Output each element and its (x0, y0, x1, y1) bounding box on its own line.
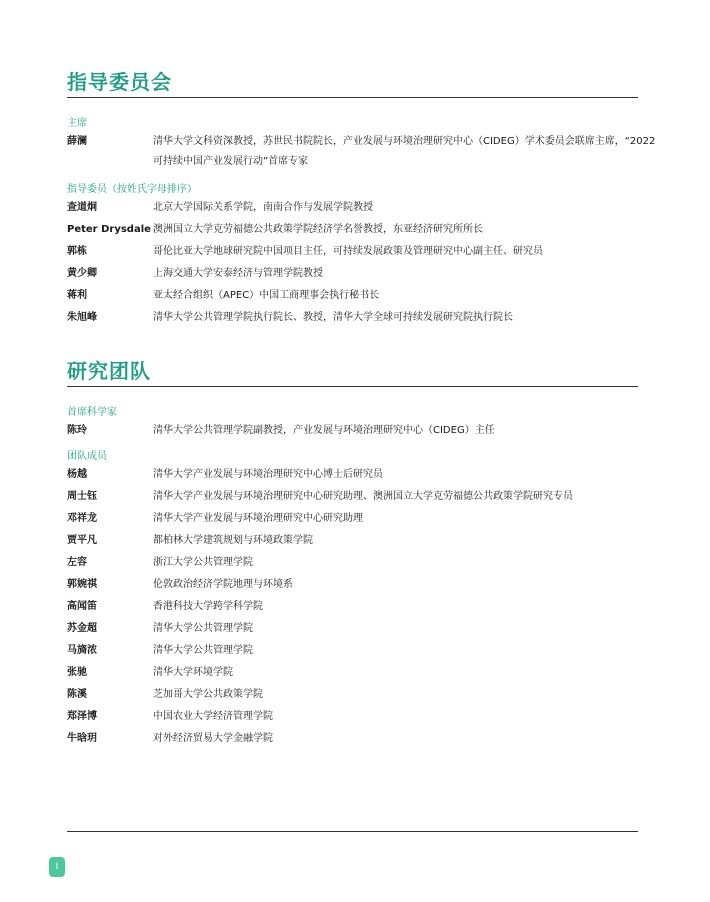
member-desc: 芝加哥大学公共政策学院 (153, 689, 263, 700)
member-desc: 清华大学公共管理学院 (153, 623, 253, 634)
member-name: 周士钰 (67, 491, 97, 502)
page-number-badge: I (49, 857, 65, 877)
steering-committee-title: 指导委员会 (67, 70, 172, 94)
member-desc: 上海交通大学安泰经济与管理学院教授 (153, 268, 323, 279)
team-members-label: 团队成员 (67, 451, 107, 462)
member-desc: 清华大学产业发展与环境治理研究中心博士后研究员 (153, 469, 383, 480)
member-desc: 中国农业大学经济管理学院 (153, 711, 273, 722)
member-desc: 清华大学产业发展与环境治理研究中心研究助理、澳洲国立大学克劳福德公共政策学院研究专员 (153, 491, 573, 502)
member-desc: 澳洲国立大学克劳福德公共政策学院经济学名誉教授，东亚经济研究所所长 (153, 224, 483, 235)
section-divider (67, 386, 638, 387)
member-name: Peter Drysdale (67, 224, 151, 235)
member-name: 陈溪 (67, 689, 87, 700)
member-desc: 香港科技大学跨学科学院 (153, 601, 263, 612)
member-desc: 伦敦政治经济学院地理与环境系 (153, 579, 293, 590)
member-name: 高闻笛 (67, 601, 97, 612)
member-desc: 清华大学公共管理学院执行院长、教授，清华大学全球可持续发展研究院执行院长 (153, 312, 513, 323)
member-desc: 北京大学国际关系学院，南南合作与发展学院教授 (153, 202, 373, 213)
member-desc: 都柏林大学建筑规划与环境政策学院 (153, 535, 313, 546)
member-name: 左容 (67, 557, 87, 568)
member-name: 牛晗玥 (67, 733, 97, 744)
member-desc: 对外经济贸易大学金融学院 (153, 733, 273, 744)
member-desc: 清华大学环境学院 (153, 667, 233, 678)
member-name: 张驰 (67, 667, 87, 678)
footer-divider (67, 831, 638, 832)
chief-scientist-label: 首席科学家 (67, 407, 117, 418)
research-team-title: 研究团队 (67, 359, 151, 383)
member-name: 杨越 (67, 469, 87, 480)
chair-label: 主席 (67, 118, 87, 129)
member-desc: 清华大学公共管理学院副教授，产业发展与环境治理研究中心（CIDEG）主任 (153, 425, 495, 436)
member-name: 贾平凡 (67, 535, 97, 546)
member-desc: 清华大学文科资深教授，苏世民书院院长，产业发展与环境治理研究中心（CIDEG）学术委员会联席主席，“2022 可持续中国产业发展行动”首席专家 (153, 136, 656, 167)
member-name: 陈玲 (67, 425, 87, 436)
member-desc: 哥伦比亚大学地球研究院中国项目主任，可持续发展政策及管理研究中心副主任、研究员 (153, 246, 543, 257)
member-name: 郭栋 (67, 246, 87, 257)
member-name: 朱旭峰 (67, 312, 97, 323)
members-label: 指导委员（按姓氏字母排序） (67, 184, 197, 195)
member-desc: 浙江大学公共管理学院 (153, 557, 253, 568)
member-name: 蒋利 (67, 290, 87, 301)
member-name: 黄少卿 (67, 268, 97, 279)
member-name: 郑泽博 (67, 711, 97, 722)
member-name: 薛澜 (67, 136, 87, 147)
member-name: 马旖浓 (67, 645, 97, 656)
member-name: 苏金超 (67, 623, 97, 634)
member-desc: 清华大学公共管理学院 (153, 645, 253, 656)
member-desc: 清华大学产业发展与环境治理研究中心研究助理 (153, 513, 363, 524)
member-name: 邓祥龙 (67, 513, 97, 524)
member-name: 查道炯 (67, 202, 97, 213)
section-divider (67, 97, 638, 98)
member-desc: 亚太经合组织（APEC）中国工商理事会执行秘书长 (153, 290, 380, 301)
member-name: 郭婉祺 (67, 579, 97, 590)
